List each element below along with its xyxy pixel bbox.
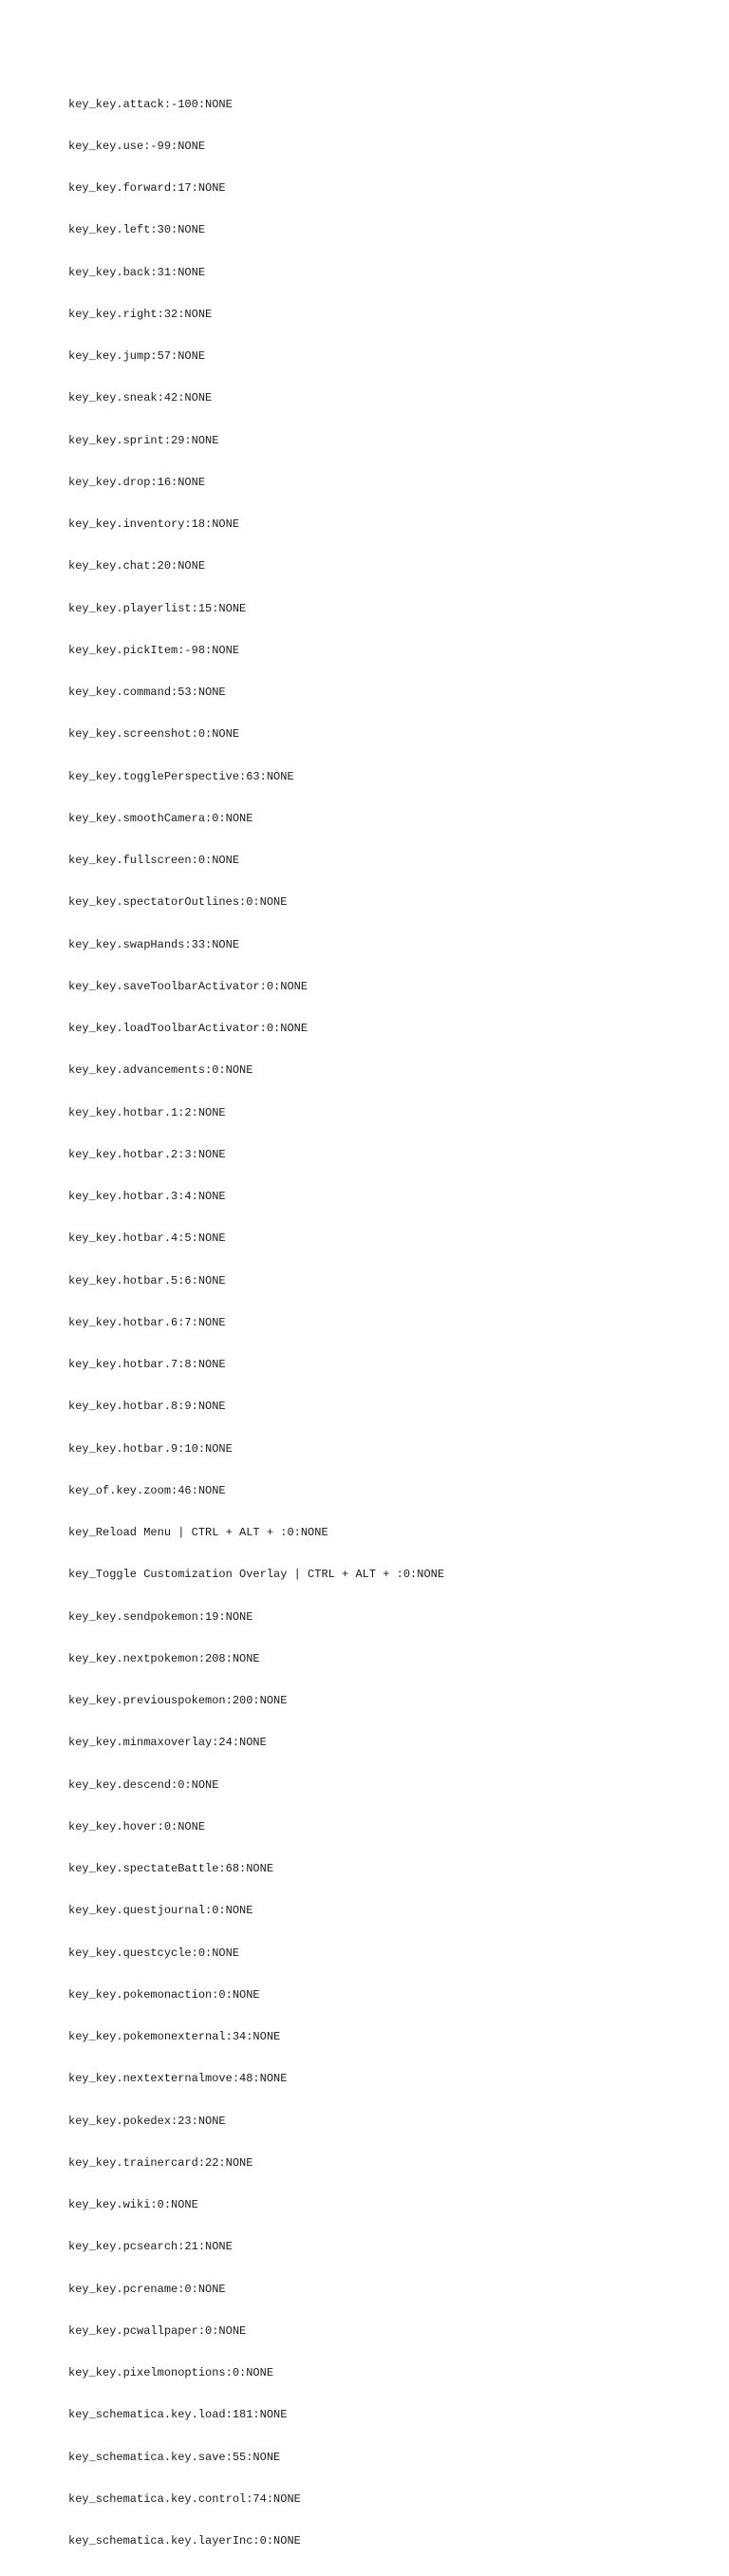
text-line: key_key.descend:0:NONE (68, 1777, 219, 1792)
text-line: key_key.attack:-100:NONE (68, 97, 233, 111)
text-line: key_key.spectatorOutlines:0:NONE (68, 895, 288, 910)
text-line: key_key.use:-99:NONE (68, 139, 206, 153)
text-line: key_key.previouspokemon:200:NONE (68, 1694, 288, 1707)
text-line: key_key.swapHands:33:NONE (68, 937, 240, 951)
text-line: key_key.fullscreen:0:NONE (68, 854, 240, 867)
text-line: key_key.inventory:18:NONE (68, 517, 240, 531)
text-line: key_key.smoothCamera:0:NONE (68, 811, 253, 825)
text-line: key_key.left:30:NONE (68, 223, 206, 237)
text-line: key_Toggle Customization Overlay | CTRL + ALT + :0:NONE (68, 1568, 445, 1582)
text-line: key_key.pokemonaction:0:NONE (68, 1987, 260, 2002)
text-line: key_key.hotbar.4:5:NONE (68, 1232, 226, 1246)
text-line: key_key.hotbar.3:4:NONE (68, 1190, 226, 1203)
text-line: key_key.togglePerspective:63:NONE (68, 769, 294, 783)
text-line: key_key.pcrename:0:NONE (68, 2282, 226, 2296)
text-line: key_key.pickItem:-98:NONE (68, 643, 240, 657)
text-line: key_key.hotbar.2:3:NONE (68, 1147, 226, 1161)
text-line: key_key.command:53:NONE (68, 686, 226, 699)
text-line: key_key.drop:16:NONE (68, 475, 206, 489)
keybinding-list (68, 69, 444, 2576)
text-line: key_key.loadToolbarActivator:0:NONE (68, 1022, 308, 1035)
text-line: key_key.pcsearch:21:NONE (68, 2240, 233, 2254)
text-line: key_key.nextpokemon:208:NONE (68, 1651, 260, 1665)
text-line: key_key.right:32:NONE (68, 307, 213, 321)
text-line: key_key.chat:20:NONE (68, 559, 206, 573)
text-line: key_key.playerlist:15:NONE (68, 601, 247, 615)
text-line: key_key.spectateBattle:68:NONE (68, 1862, 274, 1875)
text-line: key_key.pokedex:23:NONE (68, 2114, 226, 2128)
text-line: key_Reload Menu | CTRL + ALT + :0:NONE (68, 1526, 328, 1539)
text-line: key_key.minmaxoverlay:24:NONE (68, 1736, 267, 1750)
text-line: key_schematica.key.layerInc:0:NONE (68, 2534, 301, 2548)
text-line: key_key.back:31:NONE (68, 265, 206, 279)
text-line: key_schematica.key.save:55:NONE (68, 2450, 281, 2464)
text-line: key_key.questcycle:0:NONE (68, 1946, 240, 1960)
text-line: key_key.pixelmonoptions:0:NONE (68, 2366, 274, 2379)
text-line: key_key.hotbar.1:2:NONE (68, 1105, 226, 1119)
text-line: key_key.questjournal:0:NONE (68, 1904, 253, 1918)
text-line: key_key.jump:57:NONE (68, 349, 206, 363)
text-line: key_key.forward:17:NONE (68, 181, 226, 195)
text-line: key_key.sneak:42:NONE (68, 391, 213, 405)
text-line: key_key.nextexternalmove:48:NONE (68, 2072, 288, 2086)
text-line: key_key.trainercard:22:NONE (68, 2155, 253, 2170)
text-line: key_key.pcwallpaper:0:NONE (68, 2323, 247, 2338)
text-line: key_key.hotbar.5:6:NONE (68, 1273, 226, 1288)
text-line: key_key.hover:0:NONE (68, 1819, 206, 1833)
text-line: key_schematica.key.control:74:NONE (68, 2491, 301, 2506)
text-line: key_key.wiki:0:NONE (68, 2198, 198, 2211)
text-line: key_key.saveToolbarActivator:0:NONE (68, 979, 308, 993)
text-line: key_key.advancements:0:NONE (68, 1063, 253, 1078)
text-line: key_key.pokemonexternal:34:NONE (68, 2030, 281, 2043)
text-line: key_key.screenshot:0:NONE (68, 727, 240, 742)
text-line: key_key.sprint:29:NONE (68, 433, 219, 447)
text-line: key_key.sendpokemon:19:NONE (68, 1609, 253, 1624)
text-line: key_key.hotbar.8:9:NONE (68, 1400, 226, 1414)
text-line: key_of.key.zoom:46:NONE (68, 1483, 226, 1497)
text-line: key_key.hotbar.6:7:NONE (68, 1315, 226, 1329)
text-line: key_key.hotbar.7:8:NONE (68, 1358, 226, 1371)
text-line: key_schematica.key.load:181:NONE (68, 2408, 288, 2422)
text-line: key_key.hotbar.9:10:NONE (68, 1441, 233, 1456)
